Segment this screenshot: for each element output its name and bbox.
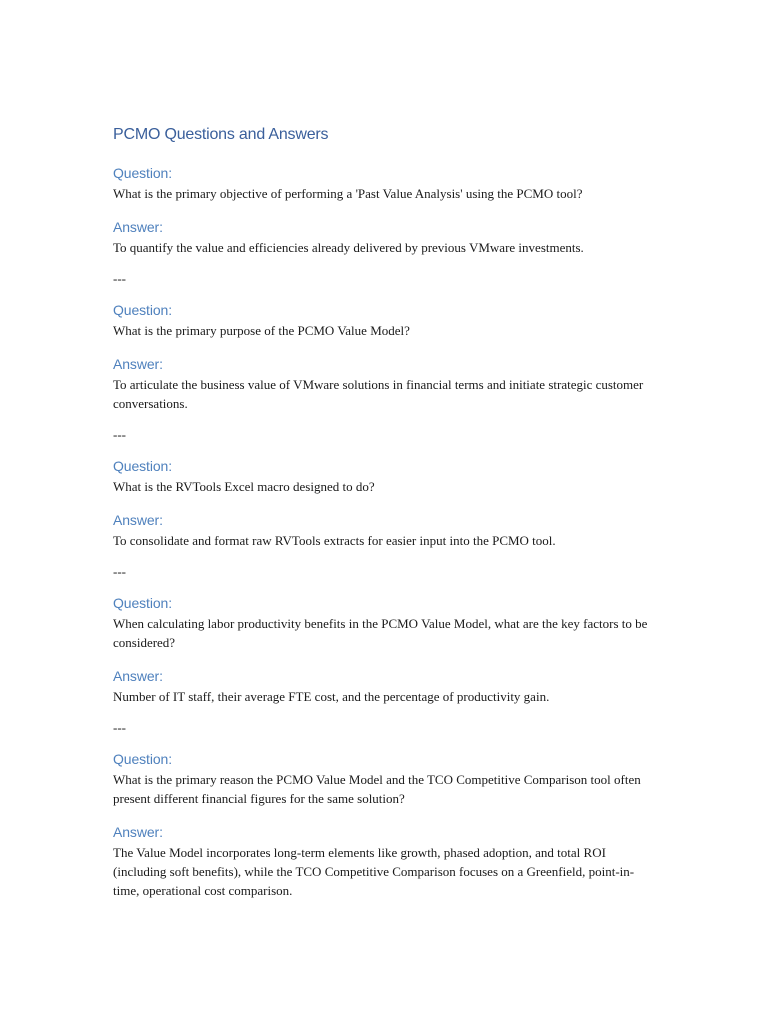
answer-text: The Value Model incorporates long-term elements like growth, phased adoption, and total ROI (including soft benefits), while the TCO Competitive Comparison focuses on a Greenfield, point-in-time, operational cost comparison. (113, 845, 635, 898)
answer-text: To quantify the value and efficiencies already delivered by previous VMware investments. (113, 240, 584, 255)
qa-item (113, 457, 660, 581)
question-text: What is the primary reason the PCMO Value Model and the TCO Competitive Comparison tool often present different financial figures for the same solution? (113, 772, 641, 806)
answer-label: Answer: (113, 512, 163, 528)
qa-item (113, 750, 660, 900)
answer-label: Answer: (113, 219, 163, 235)
qa-item (113, 164, 660, 288)
separator: --- (113, 427, 126, 442)
answer-label: Answer: (113, 668, 163, 684)
question-text: When calculating labor productivity benefits in the PCMO Value Model, what are the key factors to be considered? (113, 616, 648, 650)
separator: --- (113, 720, 126, 735)
question-label: Question: (113, 595, 173, 611)
answer-text: Number of IT staff, their average FTE cost, and the percentage of productivity gain. (113, 689, 550, 704)
qa-item (113, 594, 660, 737)
question-label: Question: (113, 165, 173, 181)
question-label: Question: (113, 458, 173, 474)
question-text: What is the primary objective of performing a 'Past Value Analysis' using the PCMO tool? (113, 186, 583, 201)
separator: --- (113, 564, 126, 579)
separator: --- (113, 271, 126, 286)
document-title: PCMO Questions and Answers (113, 126, 329, 143)
question-label: Question: (113, 751, 173, 767)
question-text: What is the primary purpose of the PCMO Value Model? (113, 323, 410, 338)
answer-label: Answer: (113, 824, 163, 840)
answer-label: Answer: (113, 356, 163, 372)
answer-text: To articulate the business value of VMware solutions in financial terms and initiate strategic customer conversations. (113, 377, 644, 411)
question-text: What is the RVTools Excel macro designed to do? (113, 479, 375, 494)
qa-item (113, 301, 660, 444)
question-label: Question: (113, 302, 173, 318)
answer-text: To consolidate and format raw RVTools extracts for easier input into the PCMO tool. (113, 533, 556, 548)
